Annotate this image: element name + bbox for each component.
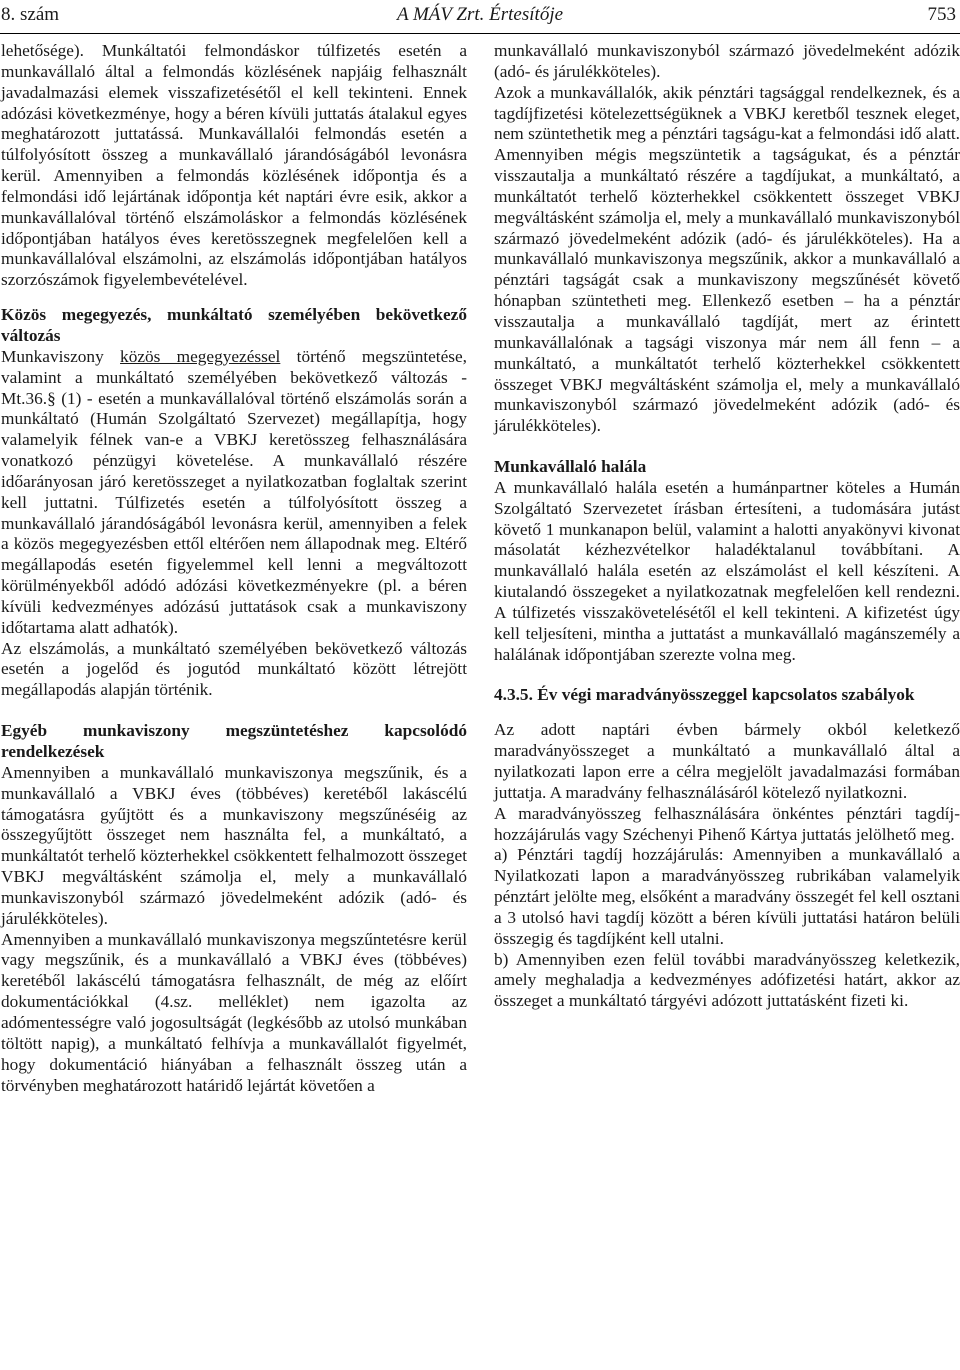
section-heading: 4.3.5. Év végi maradványösszeggel kapcsolatos szabályok: [494, 685, 915, 705]
paragraph: Amennyiben a munkavállaló munkaviszonya megszűnik, és a munkavállaló a VBKJ éves (többéves) keretéből lakáscélú támogatásra gyűjtött és a munkaviszony megszűnéséig az összegyűjtött összeget nem használta fel, a munkáltató, a munkáltatót terhelő közterhekkel csökkentett felhalmozott összeget VBKJ megváltásként számolja el, mely a munkavállaló munkaviszonyból származó jövedelmeként adózik (adó- és járulékköteles).: [1, 762, 467, 928]
publication-title: A MÁV Zrt. Értesítője: [396, 4, 564, 25]
paragraph: Azok a munkavállalók, akik pénztári tagsággal rendelkeznek, és a tagdíjfizetési kötelezettségüknek a VBKJ keretből tesznek eleget, nem szüntethetik meg a pénztári tagságu-kat a felmondási idő alatt. Amennyiben mégis megszüntetik a tagságukat, és a pénztár visszautalja a munkáltató részére a tagdíjukat, a munkáltató, a munkáltatót terhelő közterhekkel csökkentett összeget VBKJ megváltásként számolja el, mely a munkavállaló munkaviszonyból származó jövedelmeként adózik (adó- és járulékköteles). Ha a munkavállaló munkaviszonya megszűnik, akkor a munkavállaló a pénztári tagságát csak a munkaviszony megszűnését követő hónapban szüntetheti meg. Ellenkező esetben – ha a pénztár visszautalja a munkavállaló tagdíját, mert az érintett munkavállalónak a tagsági viszonya már nem áll fenn – a munkáltató, a munkáltatót terhelő közterhekkel csökkentett összeget VBKJ megváltásként számolja el, mely a munkavállaló munkaviszonyból származó jövedelmeként adózik (adó- és járulékköteles).: [494, 82, 960, 436]
issue-number: 8. szám: [1, 4, 60, 25]
header-rule: [0, 33, 960, 34]
paragraph: a) Pénztári tagdíj hozzájárulás: Amennyiben a munkavállaló a Nyilatkozati lapon a maradványösszeg rubrikában valamelyik pénztárt jelölte meg, elsőként a maradvány összegét fel kell osztani a 3 utolsó havi tagdíj között a béren kívüli juttatási határon belüli összegig és tagdíjként kell utalni.: [494, 845, 960, 948]
section-heading: Munkavállaló halála: [494, 457, 647, 477]
paragraph: lehetősége). Munkáltatói felmondáskor túlfizetés esetén a munkavállaló által a felmondás közlésének napjáig felhasznált javadalmazási elemek visszafizetésétől el kell tekinteni. Ennek adózási következménye, hogy a béren kívüli juttatás átalakul egyes meghatározott juttatássá. Munkavállalói felmondás esetén a túlfolyósított összeg a munkavállaló járandóságából levonásra kerül. Amennyiben a felmondás közlésének időpontja és a felmondási idő lejártának időpontja két naptári évre esik, akkor a munkavállalóval történő elszámoláskor a felmondás közlésének időpontjában hatályos éves keretösszegnek megfelelően kell a munkavállalóval elszámolni, az elszámolás időpontjában hatályos szorzószámok figyelembevételével.: [1, 41, 467, 290]
right-column: [494, 41, 960, 1012]
section-heading: Közös megegyezés, munkáltató személyében bekövetkező változás: [1, 305, 467, 345]
paragraph: Amennyiben a munkavállaló munkaviszonya megszűntetésre kerül vagy megszűnik, és a munkavállaló a VBKJ éves (többéves) keretéből lakáscélú támogatásra felhasznált, de még az előírt dokumentációkkal (4.sz. melléklet) nem igazolta az adómentességre való jogosultságát (legkésőbb az utolsó munkában töltött napig), a munkáltató felhívja a munkavállalót figyelmét, hogy dokumentáció hiányában a felhasznált összeg után a törvényben meghatározott határidő lejártát követően a: [1, 929, 467, 1095]
paragraph: Az elszámolás, a munkáltató személyében bekövetkező változás esetén a jogelőd és jogutód munkáltató között létrejött megállapodás alapján történik.: [1, 638, 467, 700]
page-header: [0, 0, 960, 30]
paragraph: A munkavállaló halála esetén a humánpartner köteles a Humán Szolgáltató Szervezetet írásban értesíteni, a tudomására jutást követő 1 munkanapon belül, valamint a halotti anyakönyvi kivonat másolatát kézhezvételkor haladéktalanul továbbítani. A munkavállaló halála esetén az elszámolást el kell készíteni. A kiutalandó összegeket a nyilatkozatnak megfelelően kell rendezni. A túlfizetés visszakövetelésétől el kell tekinteni. A kifizetést úgy kell teljesíteni, mintha a juttatást a munkavállaló magánszemély a halálának időpontjában szerezte volna meg.: [494, 477, 960, 664]
paragraph: munkavállaló munkaviszonyból származó jövedelmeként adózik (adó- és járulékköteles).: [494, 41, 960, 81]
paragraph: Az adott naptári évben bármely okból keletkező maradványösszeget a munkáltató a munkavállaló által a nyilatkozati lapon erre a célra megjelölt javadalmazási formában juttatja. A maradvány felhasználásáról kötelező nyilatkozni.: [494, 720, 960, 802]
left-column: [1, 41, 467, 1096]
underlined-term: közös megegyezéssel: [120, 346, 281, 366]
page-number: 753: [927, 4, 956, 25]
paragraph: A maradványösszeg felhasználására önkéntes pénztári tagdíj-hozzájárulás vagy Széchenyi Pihenő Kártya juttatás jelölhető meg.: [494, 803, 960, 844]
section-heading: Egyéb munkaviszony megszüntetéshez kapcsolódó rendelkezések: [1, 721, 467, 761]
paragraph: b) Amennyiben ezen felül további maradványösszeg keletkezik, amely meghaladja a kedvezményes adófizetési határt, akkor az összeget a munkáltató tárgyévi adózott juttatásként fizeti ki.: [494, 949, 960, 1011]
paragraph: Munkaviszony közös megegyezéssel történő megszüntetése, valamint a munkáltató személyében bekövetkező változás - Mt.36.§ (1) - esetén a munkavállalóval történő elszámolás során a munkáltató (Humán Szolgáltató Szervezet) megállapítja, hogy valamelyik félnek van-e a VBKJ keretösszeg felhasználására vonatkozó pénzügyi követelése. A munkavállaló részére időarányosan járó keretösszeget a nyilatkozatban foglaltak szerint kell juttatni. Túlfizetés esetén a túlfolyósított összeg a munkavállaló járandóságából levonásra kerül, amennyiben a felek a közös megegyezésben ettől eltérően nem állapodnak meg. Eltérő megállapodás esetén figyelemmel kell lenni a megváltozott körülményekből adódó adózási következményekre (pl. a béren kívüli kedvezményes adózású juttatások csak a munkaviszony időtartama alatt adhatók).: [1, 346, 467, 637]
